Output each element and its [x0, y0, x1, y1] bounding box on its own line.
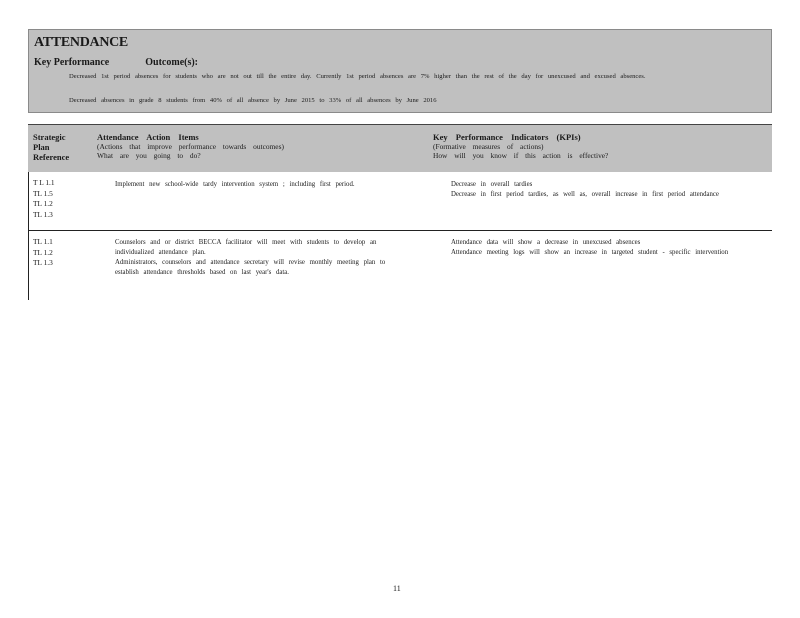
key-performance-outcomes-heading	[34, 57, 198, 68]
strategic-plan-reference-header	[33, 132, 69, 162]
kpi-subtitle: (Formative measures of actions)	[433, 142, 544, 151]
action-items-list	[97, 238, 407, 278]
kpi-title: Key Performance Indicators (KPIs)	[433, 132, 581, 142]
action-items-question: What are you going to do?	[97, 151, 201, 160]
table-row	[28, 230, 772, 300]
action-items-title: Attendance Action Items	[97, 132, 199, 142]
list-item	[97, 180, 407, 190]
page-number: 11	[393, 584, 401, 593]
outcome-text: Decreased absences in grade 8 students from 40% of all absence by June 2015 to 33% of all absences by June 2016	[69, 97, 437, 104]
reference-code: T L 1.1	[33, 178, 55, 187]
kpo-heading-part2: Outcome(s):	[145, 57, 199, 68]
list-item	[97, 238, 407, 258]
kpi-list	[433, 180, 738, 200]
list-item	[433, 238, 753, 248]
section-title: ATTENDANCE	[34, 35, 128, 50]
list-item	[433, 190, 738, 200]
action-item-text: Implement new school-wide tardy intervention system ; including first period.	[115, 181, 355, 188]
kpo-heading-part1: Key Performance	[34, 57, 110, 68]
header-line: Reference	[33, 152, 70, 162]
kpi-text: Decrease in first period tardies, as well as, overall increase in first period attendance	[451, 191, 719, 198]
action-items-header	[97, 132, 417, 160]
kpi-text: Attendance data will show a decrease in unexcused absences	[451, 239, 641, 246]
list-item	[433, 180, 738, 190]
reference-code: TL 1.2	[33, 247, 53, 257]
outcome-item	[51, 72, 751, 92]
kpi-text: Decrease in overall tardies	[451, 181, 533, 188]
header-line: Strategic	[33, 132, 66, 142]
action-plan-table	[28, 124, 772, 300]
action-items-list	[97, 180, 407, 190]
strategic-plan-references	[33, 237, 53, 269]
action-item-text: Counselors and or district BECCA facilitator will meet with students to develop an individualized attendance plan.	[115, 239, 377, 256]
action-items-subtitle: (Actions that improve performance towards outcomes)	[97, 142, 284, 151]
outcomes-box	[28, 29, 772, 113]
reference-code: TL 1.3	[33, 209, 53, 219]
reference-code: TL 1.2	[33, 199, 53, 208]
kpi-text: Attendance meeting logs will show an increase in targeted student - specific intervention	[451, 249, 729, 256]
action-item-text: Administrators, counselors and attendance secretary will revise monthly meeting plan to establish attendance thresholds based on last year's data.	[115, 259, 386, 276]
table-row	[28, 172, 772, 230]
reference-code: TL 1.3	[33, 258, 53, 267]
list-item	[433, 248, 753, 258]
kpi-list	[433, 238, 753, 258]
outcome-text: Decreased 1st period absences for students who are not out till the entire day. Currently 1st period absences are 7% higher than the rest of the day for unexcused and excused absences.	[69, 73, 646, 80]
table-header-row	[28, 124, 772, 172]
strategic-plan-references	[33, 178, 55, 220]
kpi-question: How will you know if this action is effective?	[433, 151, 609, 160]
reference-code: TL 1.1	[33, 237, 53, 246]
header-line: Plan	[33, 142, 50, 152]
reference-code: TL 1.5	[33, 188, 53, 198]
list-item	[97, 258, 407, 278]
kpi-header	[433, 132, 753, 160]
outcome-item	[51, 96, 751, 106]
